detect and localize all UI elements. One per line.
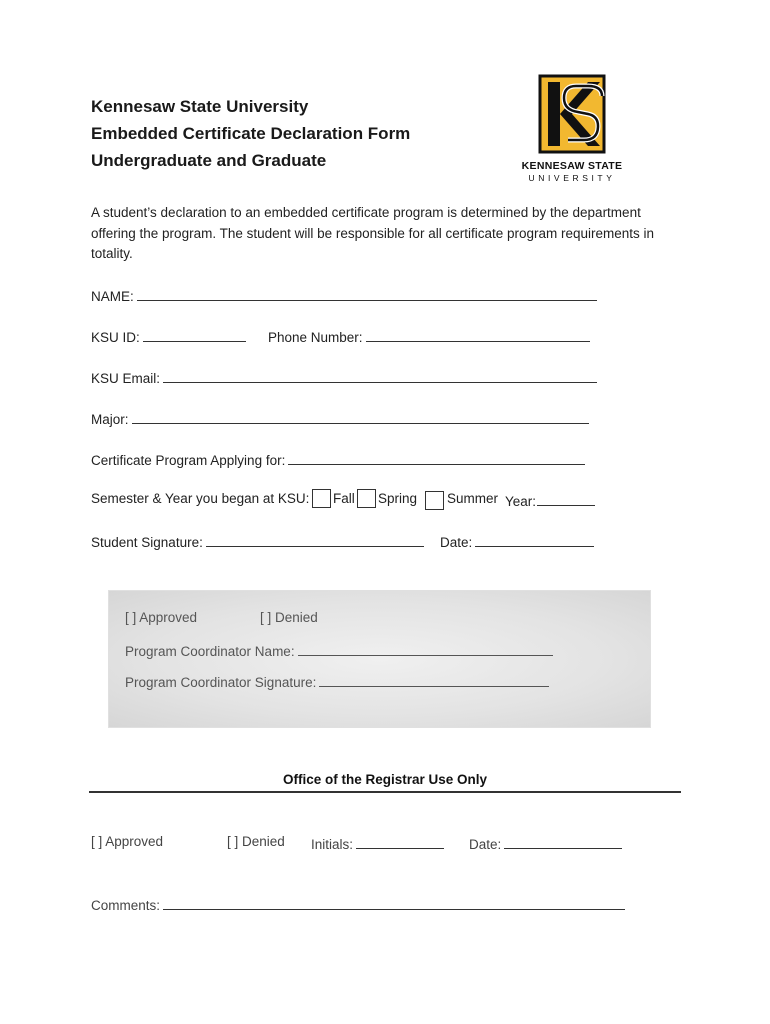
coordinator-name-label: Program Coordinator Name: (125, 644, 295, 659)
ksu-id-row (91, 327, 246, 345)
signature-field[interactable] (206, 532, 424, 547)
name-label: NAME: (91, 289, 134, 304)
coordinator-signature-label: Program Coordinator Signature: (125, 675, 317, 690)
logo-name-line2: UNIVERSITY (528, 173, 616, 183)
coordinator-signature-row (125, 672, 549, 690)
coordinator-name-field[interactable] (298, 641, 553, 656)
email-row (91, 368, 597, 386)
summer-label: Summer (447, 491, 499, 506)
form-audience: Undergraduate and Graduate (91, 151, 327, 170)
year-row (505, 491, 595, 509)
spring-checkbox[interactable] (357, 489, 376, 508)
registrar-denied[interactable]: [ ] Denied (227, 834, 285, 849)
signature-label: Student Signature: (91, 535, 203, 550)
form-title (91, 93, 410, 174)
semester-label: Semester & Year you began at KSU: (91, 491, 310, 506)
certificate-label: Certificate Program Applying for: (91, 453, 286, 468)
year-field[interactable] (537, 491, 595, 506)
major-row (91, 409, 589, 427)
comments-field[interactable] (163, 895, 625, 910)
registrar-date-label: Date: (469, 837, 502, 852)
registrar-date-row (469, 834, 622, 852)
intro-paragraph: A student’s declaration to an embedded certificate program is determined by the department offering the program. The student will be responsible for all certificate program requirements in totality. (91, 205, 655, 261)
phone-label: Phone Number: (268, 330, 363, 345)
comments-row (91, 895, 625, 913)
major-label: Major: (91, 412, 129, 427)
registrar-initials-row (311, 834, 444, 852)
coordinator-denied[interactable]: [ ] Denied (260, 610, 318, 625)
coordinator-name-row (125, 641, 553, 659)
registrar-initials-field[interactable] (356, 834, 444, 849)
email-field[interactable] (163, 368, 597, 383)
ksu-monogram-icon (518, 74, 626, 154)
phone-field[interactable] (366, 327, 590, 342)
fall-checkbox[interactable] (312, 489, 331, 508)
coordinator-approved[interactable]: [ ] Approved (125, 610, 198, 625)
registrar-divider (89, 791, 681, 793)
spring-label: Spring (378, 491, 418, 506)
fall-label: Fall (333, 491, 355, 506)
form-name: Embedded Certificate Declaration Form (91, 124, 411, 143)
registrar-heading: Office of the Registrar Use Only (282, 772, 488, 787)
logo-name-line1: KENNESAW STATE (521, 160, 623, 172)
university-name: Kennesaw State University (91, 97, 309, 116)
email-label: KSU Email: (91, 371, 161, 386)
ksu-id-field[interactable] (143, 327, 246, 342)
registrar-date-field[interactable] (504, 834, 622, 849)
major-field[interactable] (132, 409, 589, 424)
ksu-logo (518, 74, 626, 186)
comments-label: Comments: (91, 898, 161, 913)
certificate-field[interactable] (288, 450, 585, 465)
certificate-row (91, 450, 585, 468)
name-field[interactable] (137, 286, 597, 301)
name-row (91, 286, 597, 304)
date-row (440, 532, 594, 550)
registrar-initials-label: Initials: (311, 837, 354, 852)
year-label: Year: (505, 494, 537, 509)
summer-checkbox[interactable] (425, 491, 444, 510)
phone-row (268, 327, 590, 345)
coordinator-signature-field[interactable] (319, 672, 549, 687)
signature-row (91, 532, 424, 550)
date-field[interactable] (475, 532, 594, 547)
date-label: Date: (440, 535, 473, 550)
registrar-approved[interactable]: [ ] Approved (91, 834, 164, 849)
ksu-id-label: KSU ID: (91, 330, 140, 345)
